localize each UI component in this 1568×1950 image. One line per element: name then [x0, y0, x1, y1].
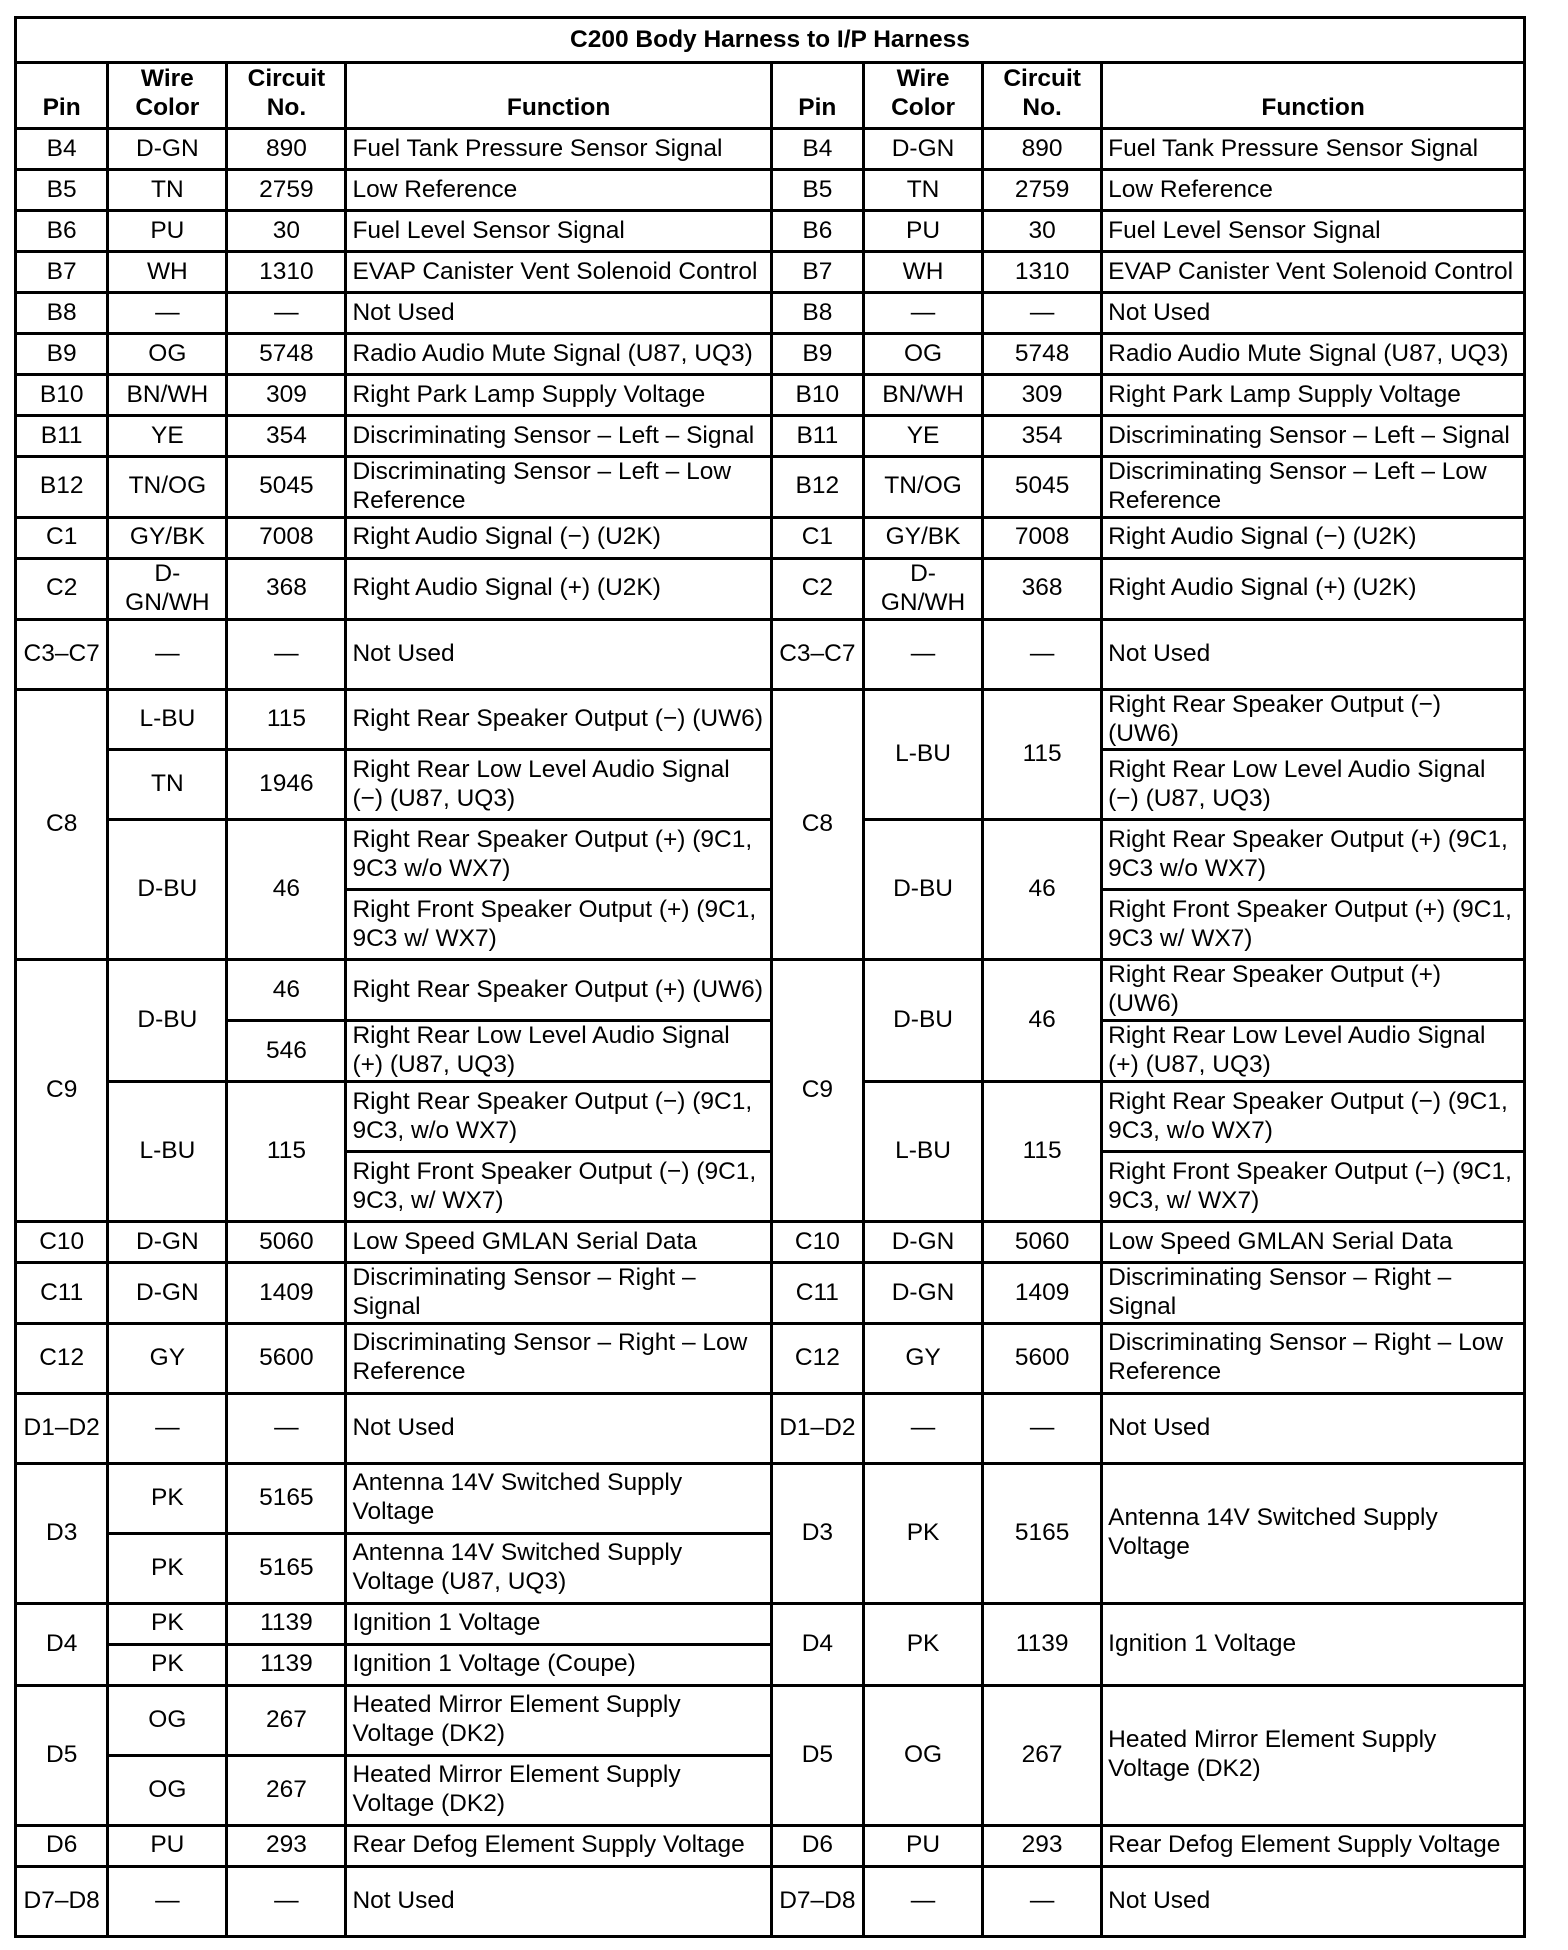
circuit-number-cell: 1409 — [983, 1263, 1102, 1324]
wire-color-cell: GY — [864, 1323, 983, 1393]
function-cell: Right Rear Speaker Output (+) (UW6) — [346, 960, 771, 1021]
wire-color-cell: D-GN — [108, 1222, 227, 1263]
pin-cell: C8 — [16, 689, 108, 960]
pin-cell: D1–D2 — [16, 1393, 108, 1463]
circuit-number-cell: 30 — [227, 211, 346, 252]
circuit-number-cell: 354 — [227, 416, 346, 457]
circuit-number-cell: 5748 — [983, 334, 1102, 375]
wire-color-cell: D-BU — [864, 820, 983, 960]
pin-cell: B12 — [771, 457, 863, 518]
pin-cell: B12 — [16, 457, 108, 518]
table-row — [16, 750, 1525, 820]
table-row — [16, 619, 1525, 689]
wire-color-cell: OG — [864, 1685, 983, 1825]
function-cell: Ignition 1 Voltage — [346, 1603, 771, 1644]
table-row — [16, 1021, 1525, 1082]
pin-cell: B11 — [771, 416, 863, 457]
wire-color-cell: — — [864, 1866, 983, 1936]
wire-color-cell: BN/WH — [864, 375, 983, 416]
function-cell: Discriminating Sensor – Left – Signal — [346, 416, 771, 457]
pin-cell: B6 — [16, 211, 108, 252]
table-row — [16, 416, 1525, 457]
circuit-number-cell: 1310 — [983, 252, 1102, 293]
circuit-number-cell: 46 — [227, 820, 346, 960]
function-cell: Ignition 1 Voltage (Coupe) — [346, 1644, 771, 1685]
wire-color-cell: D-BU — [108, 820, 227, 960]
pin-cell: C10 — [16, 1222, 108, 1263]
table-row — [16, 820, 1525, 890]
wire-color-cell: — — [864, 293, 983, 334]
function-cell: Not Used — [346, 619, 771, 689]
connector-pinout-table — [14, 16, 1526, 1938]
function-cell: Heated Mirror Element Supply Voltage (DK2) — [1102, 1685, 1525, 1825]
circuit-number-cell: 5600 — [227, 1323, 346, 1393]
circuit-number-cell: 5165 — [227, 1533, 346, 1603]
wire-color-cell: WH — [108, 252, 227, 293]
circuit-number-cell: 1139 — [983, 1603, 1102, 1685]
function-cell: Discriminating Sensor – Right – Low Reference — [346, 1323, 771, 1393]
function-cell: Not Used — [346, 293, 771, 334]
circuit-number-cell: 293 — [983, 1825, 1102, 1866]
circuit-number-cell: 368 — [983, 558, 1102, 619]
circuit-number-cell: 5045 — [227, 457, 346, 518]
wire-color-cell: PK — [108, 1603, 227, 1644]
wire-color-cell: D-GN/WH — [108, 558, 227, 619]
circuit-number-cell: — — [983, 293, 1102, 334]
pin-cell: D7–D8 — [16, 1866, 108, 1936]
wire-color-cell: GY/BK — [864, 517, 983, 558]
circuit-number-cell: — — [227, 293, 346, 334]
table-body — [16, 129, 1525, 1937]
table-row — [16, 1866, 1525, 1936]
header-wire-color-right: Wire Color — [864, 63, 983, 129]
function-cell: Radio Audio Mute Signal (U87, UQ3) — [1102, 334, 1525, 375]
circuit-number-cell: 267 — [227, 1755, 346, 1825]
function-cell: Right Front Speaker Output (−) (9C1, 9C3, w/ WX7) — [1102, 1152, 1525, 1222]
table-row — [16, 129, 1525, 170]
function-cell: Not Used — [346, 1866, 771, 1936]
table-row — [16, 211, 1525, 252]
table-row — [16, 457, 1525, 518]
function-cell: Right Rear Speaker Output (+) (9C1, 9C3 w/o WX7) — [346, 820, 771, 890]
circuit-number-cell: 5060 — [227, 1222, 346, 1263]
wire-color-cell: L-BU — [108, 1082, 227, 1222]
circuit-number-cell: 2759 — [227, 170, 346, 211]
circuit-number-cell: 890 — [983, 129, 1102, 170]
wire-color-cell: PU — [108, 1825, 227, 1866]
circuit-number-cell: — — [227, 1866, 346, 1936]
circuit-number-cell: 46 — [983, 960, 1102, 1082]
circuit-number-cell: 115 — [227, 689, 346, 750]
function-cell: Not Used — [1102, 1866, 1525, 1936]
function-cell: Right Rear Speaker Output (+) (9C1, 9C3 w/o WX7) — [1102, 820, 1525, 890]
circuit-number-cell: — — [983, 1393, 1102, 1463]
function-cell: Antenna 14V Switched Supply Voltage — [1102, 1463, 1525, 1603]
function-cell: Right Audio Signal (−) (U2K) — [1102, 517, 1525, 558]
wire-color-cell: PU — [864, 211, 983, 252]
header-pin-right: Pin — [771, 63, 863, 129]
table-row — [16, 252, 1525, 293]
circuit-number-cell: 267 — [983, 1685, 1102, 1825]
pin-cell: D3 — [771, 1463, 863, 1603]
pin-cell: D1–D2 — [771, 1393, 863, 1463]
wire-color-cell: PK — [108, 1533, 227, 1603]
circuit-number-cell: 7008 — [983, 517, 1102, 558]
circuit-number-cell: 5165 — [227, 1463, 346, 1533]
wire-color-cell: WH — [864, 252, 983, 293]
wire-color-cell: PK — [864, 1463, 983, 1603]
function-cell: Fuel Tank Pressure Sensor Signal — [346, 129, 771, 170]
header-pin-left: Pin — [16, 63, 108, 129]
function-cell: Discriminating Sensor – Left – Signal — [1102, 416, 1525, 457]
circuit-number-cell: 293 — [227, 1825, 346, 1866]
pin-cell: B9 — [16, 334, 108, 375]
function-cell: Radio Audio Mute Signal (U87, UQ3) — [346, 334, 771, 375]
pin-cell: D6 — [16, 1825, 108, 1866]
table-row — [16, 1323, 1525, 1393]
circuit-number-cell: 1139 — [227, 1603, 346, 1644]
pin-cell: B6 — [771, 211, 863, 252]
function-cell: Discriminating Sensor – Left – Low Reference — [1102, 457, 1525, 518]
pin-cell: C11 — [771, 1263, 863, 1324]
function-cell: EVAP Canister Vent Solenoid Control — [346, 252, 771, 293]
circuit-number-cell: 5060 — [983, 1222, 1102, 1263]
circuit-number-cell: 46 — [983, 820, 1102, 960]
circuit-number-cell: 546 — [227, 1021, 346, 1082]
wire-color-cell: GY — [108, 1323, 227, 1393]
function-cell: Right Rear Speaker Output (−) (UW6) — [346, 689, 771, 750]
header-circuit-left: Circuit No. — [227, 63, 346, 129]
function-cell: Discriminating Sensor – Right – Low Reference — [1102, 1323, 1525, 1393]
wire-color-cell: — — [864, 1393, 983, 1463]
circuit-number-cell: 309 — [983, 375, 1102, 416]
wire-color-cell: — — [108, 293, 227, 334]
circuit-number-cell: 890 — [227, 129, 346, 170]
pin-cell: B5 — [16, 170, 108, 211]
header-circuit-right: Circuit No. — [983, 63, 1102, 129]
pin-cell: D6 — [771, 1825, 863, 1866]
function-cell: Right Front Speaker Output (−) (9C1, 9C3, w/ WX7) — [346, 1152, 771, 1222]
circuit-number-cell: — — [227, 1393, 346, 1463]
pin-cell: C3–C7 — [16, 619, 108, 689]
pin-cell: D4 — [771, 1603, 863, 1685]
table-row — [16, 1082, 1525, 1152]
wire-color-cell: PK — [108, 1644, 227, 1685]
header-function-left: Function — [346, 63, 771, 129]
circuit-number-cell: 368 — [227, 558, 346, 619]
table-row — [16, 1463, 1525, 1533]
circuit-number-cell: 5600 — [983, 1323, 1102, 1393]
pin-cell: B10 — [16, 375, 108, 416]
circuit-number-cell: — — [227, 619, 346, 689]
table-row — [16, 293, 1525, 334]
function-cell: Rear Defog Element Supply Voltage — [1102, 1825, 1525, 1866]
table-row — [16, 558, 1525, 619]
circuit-number-cell: 46 — [227, 960, 346, 1021]
function-cell: Right Rear Low Level Audio Signal (+) (U87, UQ3) — [346, 1021, 771, 1082]
function-cell: Right Audio Signal (−) (U2K) — [346, 517, 771, 558]
connector-table-sheet — [14, 16, 1526, 1938]
table-row — [16, 334, 1525, 375]
wire-color-cell: D-GN — [864, 1263, 983, 1324]
function-cell: Right Rear Speaker Output (−) (9C1, 9C3, w/o WX7) — [1102, 1082, 1525, 1152]
pin-cell: C2 — [771, 558, 863, 619]
wire-color-cell: OG — [108, 1685, 227, 1755]
function-cell: Right Audio Signal (+) (U2K) — [346, 558, 771, 619]
pin-cell: D5 — [16, 1685, 108, 1825]
function-cell: Right Front Speaker Output (+) (9C1, 9C3 w/ WX7) — [346, 890, 771, 960]
pin-cell: B7 — [771, 252, 863, 293]
function-cell: Right Front Speaker Output (+) (9C1, 9C3 w/ WX7) — [1102, 890, 1525, 960]
function-cell: Low Reference — [1102, 170, 1525, 211]
wire-color-cell: BN/WH — [108, 375, 227, 416]
wire-color-cell: L-BU — [864, 689, 983, 820]
circuit-number-cell: 1310 — [227, 252, 346, 293]
wire-color-cell: PU — [864, 1825, 983, 1866]
pin-cell: C1 — [771, 517, 863, 558]
wire-color-cell: OG — [108, 334, 227, 375]
wire-color-cell: TN — [108, 750, 227, 820]
function-cell: Low Reference — [346, 170, 771, 211]
pin-cell: C9 — [771, 960, 863, 1222]
function-cell: Right Park Lamp Supply Voltage — [1102, 375, 1525, 416]
table-row — [16, 1263, 1525, 1324]
pin-cell: C9 — [16, 960, 108, 1222]
table-title: C200 Body Harness to I/P Harness — [16, 18, 1525, 63]
pin-cell: B4 — [771, 129, 863, 170]
function-cell: Right Rear Speaker Output (+) (UW6) — [1102, 960, 1525, 1021]
circuit-number-cell: 7008 — [227, 517, 346, 558]
function-cell: Right Park Lamp Supply Voltage — [346, 375, 771, 416]
table-row — [16, 170, 1525, 211]
circuit-number-cell: 115 — [227, 1082, 346, 1222]
function-cell: Discriminating Sensor – Left – Low Reference — [346, 457, 771, 518]
wire-color-cell: D-BU — [864, 960, 983, 1082]
pin-cell: B10 — [771, 375, 863, 416]
pin-cell: B8 — [16, 293, 108, 334]
circuit-number-cell: 5748 — [227, 334, 346, 375]
function-cell: Antenna 14V Switched Supply Voltage (U87, UQ3) — [346, 1533, 771, 1603]
function-cell: Right Audio Signal (+) (U2K) — [1102, 558, 1525, 619]
wire-color-cell: L-BU — [108, 689, 227, 750]
function-cell: Heated Mirror Element Supply Voltage (DK2) — [346, 1755, 771, 1825]
wire-color-cell: — — [864, 619, 983, 689]
pin-cell: C3–C7 — [771, 619, 863, 689]
pin-cell: D7–D8 — [771, 1866, 863, 1936]
function-cell: Heated Mirror Element Supply Voltage (DK2) — [346, 1685, 771, 1755]
table-row — [16, 1222, 1525, 1263]
circuit-number-cell: 1409 — [227, 1263, 346, 1324]
wire-color-cell: D-GN — [108, 129, 227, 170]
circuit-number-cell: 5165 — [983, 1463, 1102, 1603]
function-cell: Discriminating Sensor – Right – Signal — [346, 1263, 771, 1324]
function-cell: Fuel Tank Pressure Sensor Signal — [1102, 129, 1525, 170]
function-cell: Low Speed GMLAN Serial Data — [346, 1222, 771, 1263]
wire-color-cell: L-BU — [864, 1082, 983, 1222]
pin-cell: B11 — [16, 416, 108, 457]
wire-color-cell: TN/OG — [108, 457, 227, 518]
wire-color-cell: PK — [108, 1463, 227, 1533]
table-row — [16, 1393, 1525, 1463]
function-cell: Not Used — [1102, 1393, 1525, 1463]
pin-cell: D5 — [771, 1685, 863, 1825]
circuit-number-cell: 1139 — [227, 1644, 346, 1685]
pin-cell: C8 — [771, 689, 863, 960]
wire-color-cell: — — [108, 619, 227, 689]
pin-cell: C10 — [771, 1222, 863, 1263]
function-cell: Fuel Level Sensor Signal — [1102, 211, 1525, 252]
wire-color-cell: YE — [864, 416, 983, 457]
function-cell: Ignition 1 Voltage — [1102, 1603, 1525, 1685]
table-row — [16, 689, 1525, 750]
table-row — [16, 517, 1525, 558]
header-row — [16, 63, 1525, 129]
header-wire-color-left: Wire Color — [108, 63, 227, 129]
circuit-number-cell: — — [983, 619, 1102, 689]
circuit-number-cell: 354 — [983, 416, 1102, 457]
table-row — [16, 1603, 1525, 1644]
wire-color-cell: OG — [864, 334, 983, 375]
circuit-number-cell: — — [983, 1866, 1102, 1936]
function-cell: Antenna 14V Switched Supply Voltage — [346, 1463, 771, 1533]
function-cell: Right Rear Low Level Audio Signal (−) (U87, UQ3) — [346, 750, 771, 820]
wire-color-cell: GY/BK — [108, 517, 227, 558]
circuit-number-cell: 309 — [227, 375, 346, 416]
circuit-number-cell: 5045 — [983, 457, 1102, 518]
function-cell: Not Used — [1102, 293, 1525, 334]
pin-cell: C2 — [16, 558, 108, 619]
function-cell: EVAP Canister Vent Solenoid Control — [1102, 252, 1525, 293]
pin-cell: C1 — [16, 517, 108, 558]
circuit-number-cell: 115 — [983, 689, 1102, 820]
pin-cell: C12 — [16, 1323, 108, 1393]
table-row — [16, 1825, 1525, 1866]
wire-color-cell: D-GN — [864, 129, 983, 170]
wire-color-cell: YE — [108, 416, 227, 457]
pin-cell: B7 — [16, 252, 108, 293]
circuit-number-cell: 267 — [227, 1685, 346, 1755]
function-cell: Rear Defog Element Supply Voltage — [346, 1825, 771, 1866]
circuit-number-cell: 1946 — [227, 750, 346, 820]
pin-cell: B8 — [771, 293, 863, 334]
function-cell: Right Rear Speaker Output (−) (9C1, 9C3, w/o WX7) — [346, 1082, 771, 1152]
wire-color-cell: D-GN — [864, 1222, 983, 1263]
pin-cell: C12 — [771, 1323, 863, 1393]
function-cell: Fuel Level Sensor Signal — [346, 211, 771, 252]
wire-color-cell: — — [108, 1393, 227, 1463]
circuit-number-cell: 115 — [983, 1082, 1102, 1222]
function-cell: Not Used — [346, 1393, 771, 1463]
function-cell: Right Rear Low Level Audio Signal (−) (U87, UQ3) — [1102, 750, 1525, 820]
function-cell: Low Speed GMLAN Serial Data — [1102, 1222, 1525, 1263]
table-row — [16, 375, 1525, 416]
pin-cell: D4 — [16, 1603, 108, 1685]
function-cell: Discriminating Sensor – Right – Signal — [1102, 1263, 1525, 1324]
wire-color-cell: OG — [108, 1755, 227, 1825]
wire-color-cell: TN — [864, 170, 983, 211]
pin-cell: B9 — [771, 334, 863, 375]
wire-color-cell: PK — [864, 1603, 983, 1685]
circuit-number-cell: 30 — [983, 211, 1102, 252]
header-function-right: Function — [1102, 63, 1525, 129]
pin-cell: B5 — [771, 170, 863, 211]
wire-color-cell: D-BU — [108, 960, 227, 1082]
circuit-number-cell: 2759 — [983, 170, 1102, 211]
function-cell: Right Rear Speaker Output (−) (UW6) — [1102, 689, 1525, 750]
wire-color-cell: TN/OG — [864, 457, 983, 518]
table-row — [16, 1685, 1525, 1755]
wire-color-cell: D-GN/WH — [864, 558, 983, 619]
pin-cell: D3 — [16, 1463, 108, 1603]
function-cell: Not Used — [1102, 619, 1525, 689]
wire-color-cell: TN — [108, 170, 227, 211]
table-row — [16, 960, 1525, 1021]
wire-color-cell: D-GN — [108, 1263, 227, 1324]
pin-cell: C11 — [16, 1263, 108, 1324]
wire-color-cell: — — [108, 1866, 227, 1936]
function-cell: Right Rear Low Level Audio Signal (+) (U87, UQ3) — [1102, 1021, 1525, 1082]
wire-color-cell: PU — [108, 211, 227, 252]
pin-cell: B4 — [16, 129, 108, 170]
